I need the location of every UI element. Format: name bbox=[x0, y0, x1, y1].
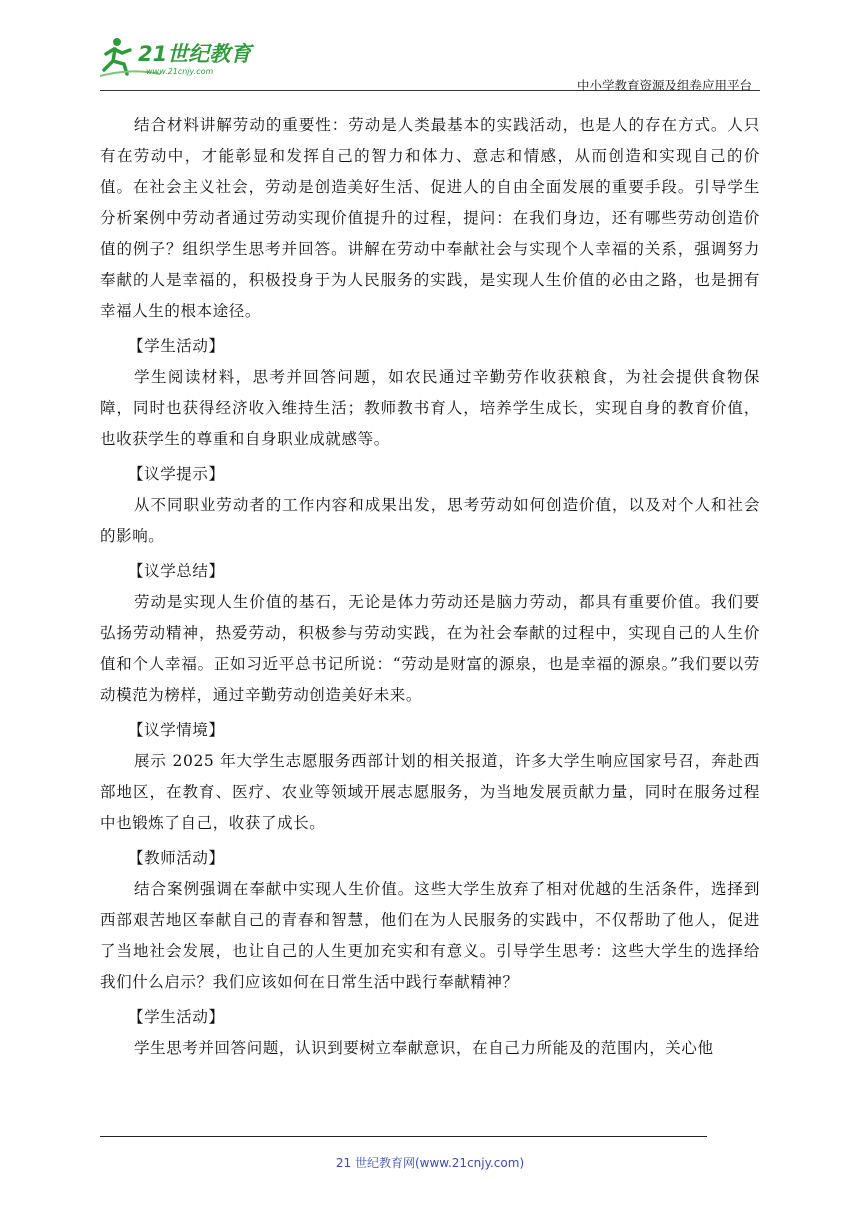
body-paragraph: 劳动是实现人生价值的基石，无论是体力劳动还是脑力劳动，都具有重要价值。我们要弘扬劳动精神，热爱劳动，积极参与劳动实践，在为社会奉献的过程中，实现自己的人生价值和个人幸福。正如习近平总书记所说：“劳动是财富的源泉，也是幸福的源泉。”我们要以劳动模范为榜样，通过辛勤劳动创造美好未来。 bbox=[100, 593, 760, 704]
logo-url-text: www.21cnjy.com bbox=[146, 67, 214, 76]
body-paragraph: 学生思考并回答问题，认识到要树立奉献意识，在自己力所能及的范围内，关心他 bbox=[134, 1039, 714, 1057]
body-paragraph: 结合案例强调在奉献中实现人生价值。这些大学生放弃了相对优越的生活条件，选择到西部艰苦地区奉献自己的青春和智慧，他们在为人民服务的实践中，不仅帮助了他人，促进了当地社会发展，也让自己的人生更加充实和有意义。引导学生思考：这些大学生的选择给我们什么启示？我们应该如何在日常生活中践行奉献精神？ bbox=[100, 880, 760, 991]
logo bbox=[100, 34, 270, 80]
platform-title: 中小学教育资源及组卷应用平台 bbox=[576, 78, 752, 93]
section-heading: 【议学情境】 bbox=[128, 721, 225, 739]
footer-link[interactable]: 21 世纪教育网(www.21cnjy.com) bbox=[335, 1156, 525, 1170]
section-heading: 【议学提示】 bbox=[128, 465, 225, 483]
section-heading: 【学生活动】 bbox=[128, 337, 225, 355]
section-heading: 【学生活动】 bbox=[128, 1008, 225, 1026]
logo-mark-icon bbox=[100, 34, 270, 80]
body-paragraph: 结合材料讲解劳动的重要性：劳动是人类最基本的实践活动，也是人的存在方式。人只有在劳动中，才能彰显和发挥自己的智力和体力、意志和情感，从而创造和实现自己的价值。在社会主义社会，劳动是创造美好生活、促进人的自由全面发展的重要手段。引导学生分析案例中劳动者通过劳动实现价值提升的过程，提问：在我们身边，还有哪些劳动创造价值的例子？组织学生思考并回答。讲解在劳动中奉献社会与实现个人幸福的关系，强调努力奉献的人是幸福的，积极投身于为人民服务的实践，是实现人生价值的必由之路，也是拥有幸福人生的根本途径。 bbox=[100, 116, 760, 320]
section-heading: 【教师活动】 bbox=[128, 849, 225, 867]
body-paragraph: 从不同职业劳动者的工作内容和成果出发，思考劳动如何创造价值，以及对个人和社会的影响。 bbox=[100, 496, 760, 545]
body-paragraph: 学生阅读材料，思考并回答问题，如农民通过辛勤劳作收获粮食，为社会提供食物保障，同时也获得经济收入维持生活；教师教书育人，培养学生成长，实现自身的教育价值，也收获学生的尊重和自身职业成就感等。 bbox=[100, 368, 760, 448]
section-heading: 【议学总结】 bbox=[128, 562, 225, 580]
page-header bbox=[100, 32, 760, 92]
header-divider bbox=[100, 90, 760, 91]
document-body bbox=[100, 110, 760, 1064]
footer-divider bbox=[100, 1136, 707, 1137]
logo-main-text: 21世纪教育 bbox=[138, 42, 252, 66]
body-paragraph: 展示 2025 年大学生志愿服务西部计划的相关报道，许多大学生响应国家号召，奔赴西部地区，在教育、医疗、农业等领域开展志愿服务，为当地发展贡献力量，同时在服务过程中也锻炼了自己，收获了成长。 bbox=[100, 752, 760, 832]
